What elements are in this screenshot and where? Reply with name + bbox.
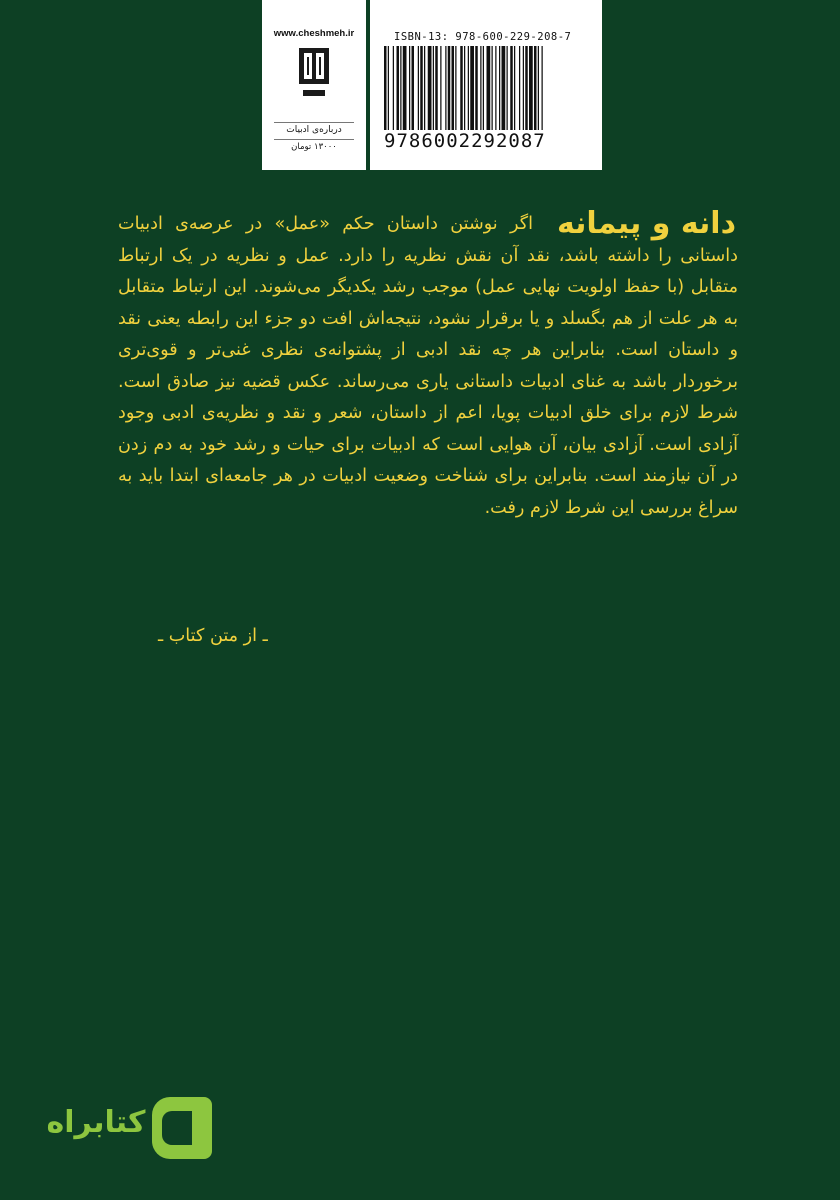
- publisher-logo-icon: [299, 48, 329, 102]
- series-name: درباره‌ی ادبیات: [286, 125, 342, 135]
- ketabrah-logo: [40, 1093, 214, 1163]
- divider: [274, 139, 354, 140]
- source-note: ـ از متن کتاب ـ: [158, 626, 268, 646]
- price: ۱۳۰۰۰ تومان: [291, 142, 337, 152]
- publisher-box: [262, 0, 366, 170]
- barcode-box: [370, 0, 602, 170]
- book-icon: [150, 1093, 214, 1163]
- brand-name: کتابراه: [46, 1105, 146, 1140]
- divider: [274, 122, 354, 123]
- book-blurb: [118, 209, 738, 524]
- publisher-website: www.cheshmeh.ir: [273, 28, 355, 39]
- book-title: دانه و پیمانه: [556, 206, 736, 241]
- barcode-icon: [384, 46, 589, 138]
- blurb-text: اگر نوشتن داستان حکم «عمل» در عرصه‌ی ادبیات داستانی را داشته باشد، نقد آن نقش نظریه را دارد. عمل و نظریه در یک ارتباط متقابل (با حفظ اولویت نهایی عمل) موجب رشد یکدیگر می‌شوند. این ارتباط متقابل به هر علت از هم بگسلد و یا برقرار نشود، نتیجه‌اش افت دو جزء این رابطه یعنی نقد و داستان است. بنابراین هر چه نقد ادبی از پشتوانه‌ی نظری غنی‌تر و قوی‌تری برخوردار باشد به غنای ادبیات داستانی یاری می‌رساند. عکس قضیه نیز صادق است. شرط لازم برای خلق ادبیات پویا، اعم از داستان، شعر و نقد و نظریه‌ی ادبی وجود آزادی است. آزادی بیان، آن هوایی است که ادبیات برای حیات و رشد خود به دم زدن در آن نیازمند است. بنابراین برای شناخت وضعیت ادبیات در هر جامعه‌ای ابتدا باید به سراغ بررسی این شرط لازم رفت.: [118, 214, 738, 518]
- barcode-digits: 9786002292087: [384, 130, 546, 152]
- isbn-label: ISBN-13: 978-600-229-208-7: [394, 31, 572, 43]
